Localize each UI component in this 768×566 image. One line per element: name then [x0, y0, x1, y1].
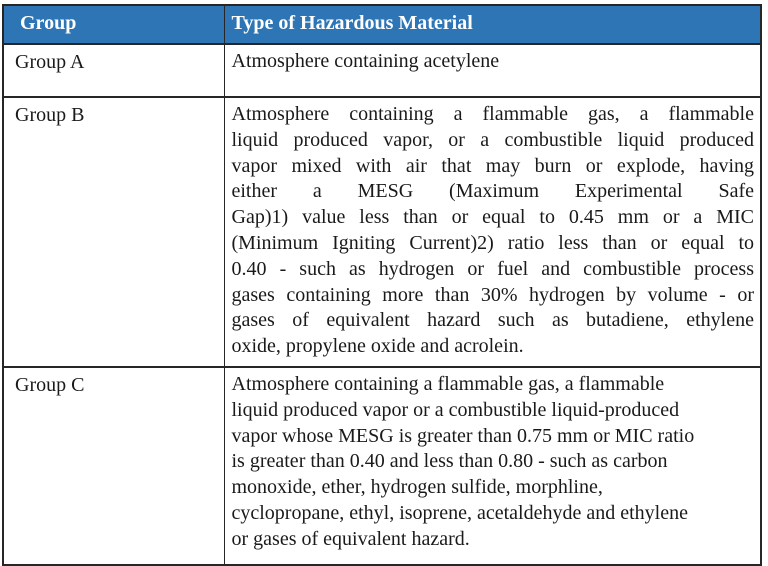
text-line: either a MESG (Maximum Experimental Safe [231, 180, 754, 203]
text-line: gases containing more than 30% hydrogen by volume - or [231, 283, 754, 306]
column-header-group: Group [3, 5, 224, 44]
group-c-label: Group C [3, 367, 224, 565]
text-line: oxide, propylene oxide and acrolein. [231, 335, 524, 358]
text-line: liquid produced vapor, or a combustible liquid produced [231, 128, 754, 151]
group-c-description [224, 367, 761, 565]
text-line: vapor mixed with air that may burn or explode, having [231, 154, 754, 177]
text-line: liquid produced vapor or a combustible liquid-produced [231, 398, 680, 421]
group-b-description [224, 97, 761, 367]
text-line: 0.40 - such as hydrogen or fuel and combustible process [231, 257, 754, 280]
hazardous-material-groups-table [2, 4, 762, 566]
text-line: vapor whose MESG is greater than 0.75 mm or MIC ratio [231, 424, 695, 447]
table-header-row [3, 5, 761, 44]
text-line: Atmosphere containing acetylene [231, 50, 500, 72]
text-line: is greater than 0.40 and less than 0.80 - such as carbon [231, 450, 668, 473]
text-line: (Minimum Igniting Current)2) ratio less than or equal to [231, 231, 754, 254]
table-row-group-a [3, 44, 761, 97]
text-line: Atmosphere containing a flammable gas, a flammable [231, 373, 665, 395]
column-header-type-of-hazardous-material: Type of Hazardous Material [224, 5, 761, 44]
text-line: or gases of equivalent hazard. [231, 527, 470, 550]
table-row-group-b [3, 97, 761, 367]
text-line: gases of equivalent hazard such as butadiene, ethylene [231, 309, 754, 332]
group-b-label: Group B [3, 97, 224, 367]
text-line: Atmosphere containing a flammable gas, a flammable [231, 103, 754, 125]
table-row-group-c [3, 367, 761, 565]
text-line: Gap)1) value less than or equal to 0.45 mm or a MIC [231, 206, 754, 229]
group-a-description [224, 44, 761, 97]
text-line: monoxide, ether, hydrogen sulfide, morphline, [231, 476, 603, 499]
text-line: cyclopropane, ethyl, isoprene, acetaldehyde and ethylene [231, 501, 688, 524]
group-a-label: Group A [3, 44, 224, 97]
